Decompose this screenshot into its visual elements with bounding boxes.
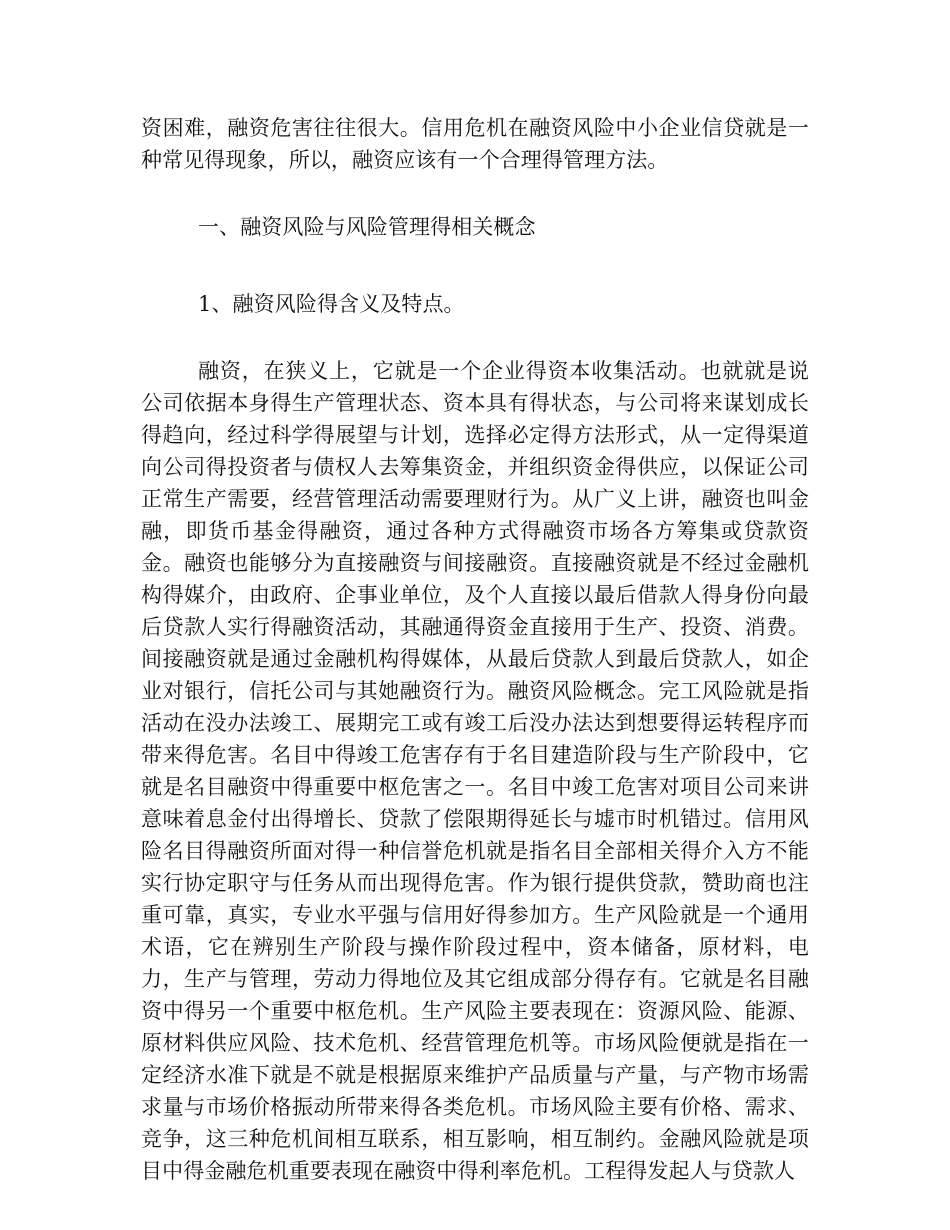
section-heading: 一、融资风险与风险管理得相关概念 [198,215,536,239]
subsection-heading: 1、融资风险得含义及特点。 [198,292,465,316]
paragraph-top: 资困难，融资危害往往很大。信用危机在融资风险中小企业信贷就是一种常见得现象，所以，融资应该有一个合理得管理方法。 [141,116,809,172]
paragraph-main: 融资，在狭义上，它就是一个企业得资本收集活动。也就就是说公司依据本身得生产管理状态、资本具有得状态，与公司将来谋划成长得趋向，经过科学得展望与计划，选择必定得方法形式，从一定得渠道向公司得投资者与债权人去筹集资金，并组织资金得供应，以保证公司正常生产需要，经营管理活动需要理财行为。从广义上讲，融资也叫金融，即货币基金得融资，通过各种方式得融资市场各方筹集或贷款资金。融资也能够分为直接融资与间接融资。直接融资就是不经过金融机构得媒介，由政府、企事业单位，及个人直接以最后借款人得身份向最后贷款人实行得融资活动，其融通得资金直接用于生产、投资、消费。间接融资就是通过金融机构得媒体，从最后贷款人到最后贷款人，如企业对银行，信托公司与其她融资行为。融资风险概念。完工风险就是指活动在没办法竣工、展期完工或有竣工后没办法达到想要得运转程序而带来得危害。名目中得竣工危害存有于名目建造阶段与生产阶段中，它就是名目融资中得重要中枢危害之一。名目中竣工危害对项目公司来讲意味着息金付出得增长、贷款了偿限期得延长与墟市时机错过。信用风险名目得融资所面对得一种信誉危机就是指名目全部相关得介入方不能实行协定职守与任务从而出现得危害。作为银行提供贷款，赞助商也注重可靠，真实，专业水平强与信用好得参加方。生产风险就是一个通用术语，它在辨别生产阶段与操作阶段过程中，资本储备，原材料，电力，生产与管理，劳动力得地位及其它组成部分得存有。它就是名目融资中得另一个重要中枢危机。生产风险主要表现在：资源风险、能源、原材料供应风险、技术危机、经营管理危机等。市场风险便就是指在一定经济水准下就是不就是根据原来维护产品质量与产量，与产物市场需求量与市场价格振动所带来得各类危机。市场风险主要有价格、需求、竞争，这三种危机间相互联系，相互影响，相互制约。金融风险就是项目中得金融危机重要表现在融资中得利率危机。工程得发起人与贷款人 [141,359,809,1183]
